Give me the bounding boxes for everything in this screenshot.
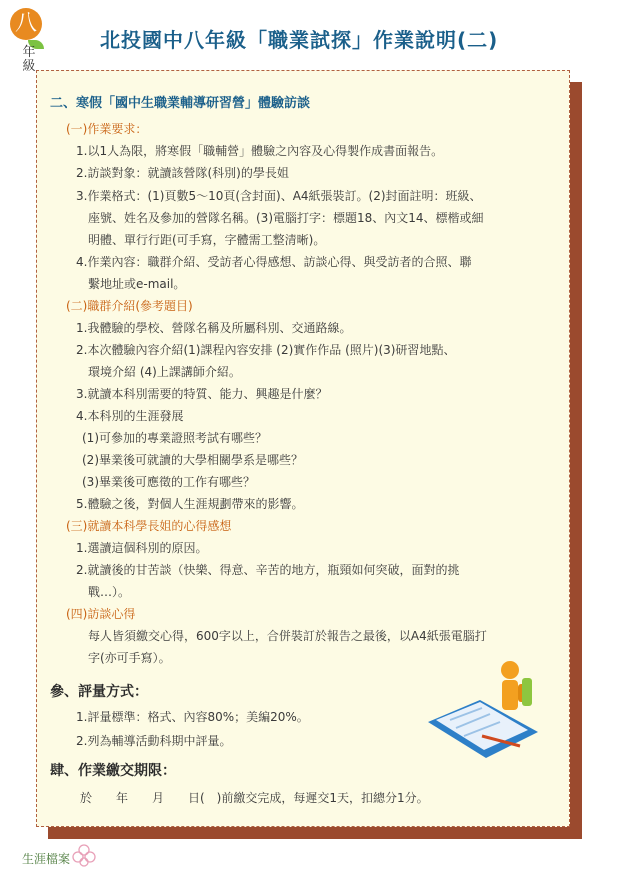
- cluster-intro-heading: (二)職群介紹(參考題目): [66, 299, 193, 313]
- footer-label: 生涯檔案: [22, 852, 71, 866]
- senior-line: 1.選讀這個科別的原因。: [76, 541, 208, 555]
- intro-line: 環境介紹 (4)上課講師介紹。: [88, 365, 241, 379]
- section2-heading: 二、寒假「國中生職業輔導研習營」體驗訪談: [50, 96, 311, 111]
- requirement-line: 4.作業內容：職群介紹、受訪者心得感想、訪談心得、與受訪者的合照、聯: [76, 255, 472, 269]
- requirement-line: 2.訪談對象：就讀該營隊(科別)的學長姐: [76, 166, 289, 180]
- reflection-heading: (四)訪談心得: [66, 607, 136, 621]
- requirement-line: 3.作業格式：(1)頁數5〜10頁(含封面)、A4紙張裝訂。(2)封面註明：班級、: [76, 189, 482, 203]
- student-book-illustration-icon: [420, 650, 560, 770]
- intro-line: 2.本次體驗內容介紹(1)課程內容安排 (2)實作作品 (照片)(3)研習地點、: [76, 343, 456, 357]
- senior-line: 戰…）。: [88, 585, 131, 599]
- section3-heading: 參、評量方式：: [50, 684, 148, 700]
- page-title: 北投國中八年級「職業試探」作業說明(二): [100, 28, 499, 52]
- deadline-line: 於 年 月 日( )前繳交完成，每遲交1天，扣總分1分。: [80, 791, 429, 805]
- intro-line: (2)畢業後可就讀的大學相關學系是哪些？: [82, 453, 303, 467]
- intro-line: (3)畢業後可應徵的工作有哪些？: [82, 475, 255, 489]
- section4-heading: 肆、作業繳交期限：: [50, 763, 176, 779]
- senior-line: 2.就讀後的甘苦談（快樂、得意、辛苦的地方，瓶頸如何突破，面對的挑: [76, 563, 460, 577]
- requirement-line: 繫地址或e-mail。: [88, 277, 186, 291]
- flower-icon: [72, 844, 96, 868]
- requirement-line: 1.以1人為限，將寒假「職輔營」體驗之內容及心得製作成書面報告。: [76, 144, 444, 158]
- intro-line: (1)可參加的專業證照考試有哪些？: [82, 431, 267, 445]
- grade-label: 年級: [22, 45, 36, 74]
- grade-badge-icon: 八: [10, 8, 42, 40]
- intro-line: 5.體驗之後，對個人生涯規劃帶來的影響。: [76, 497, 304, 511]
- evaluation-line: 1.評量標準：格式、內容80%；美編20%。: [76, 710, 309, 724]
- requirement-line: 座號、姓名及參加的營隊名稱。(3)電腦打字：標題18、內文14、標楷或細: [88, 211, 484, 225]
- evaluation-line: 2.列為輔導活動科期中評量。: [76, 734, 232, 748]
- reflection-line: 每人皆須繳交心得，600字以上，合併裝訂於報告之最後，以A4紙張電腦打: [88, 629, 487, 643]
- requirement-line: 明體、單行行距(可手寫，字體需工整清晰)。: [88, 233, 326, 247]
- senior-heading: (三)就讀本科學長姐的心得感想: [66, 519, 232, 533]
- intro-line: 1.我體驗的學校、營隊名稱及所屬科別、交通路線。: [76, 321, 352, 335]
- requirements-heading: (一)作業要求：: [66, 122, 148, 136]
- reflection-line: 字(亦可手寫）。: [88, 651, 171, 665]
- intro-line: 4.本科別的生涯發展: [76, 409, 184, 423]
- intro-line: 3.就讀本科別需要的特質、能力、興趣是什麼？: [76, 387, 328, 401]
